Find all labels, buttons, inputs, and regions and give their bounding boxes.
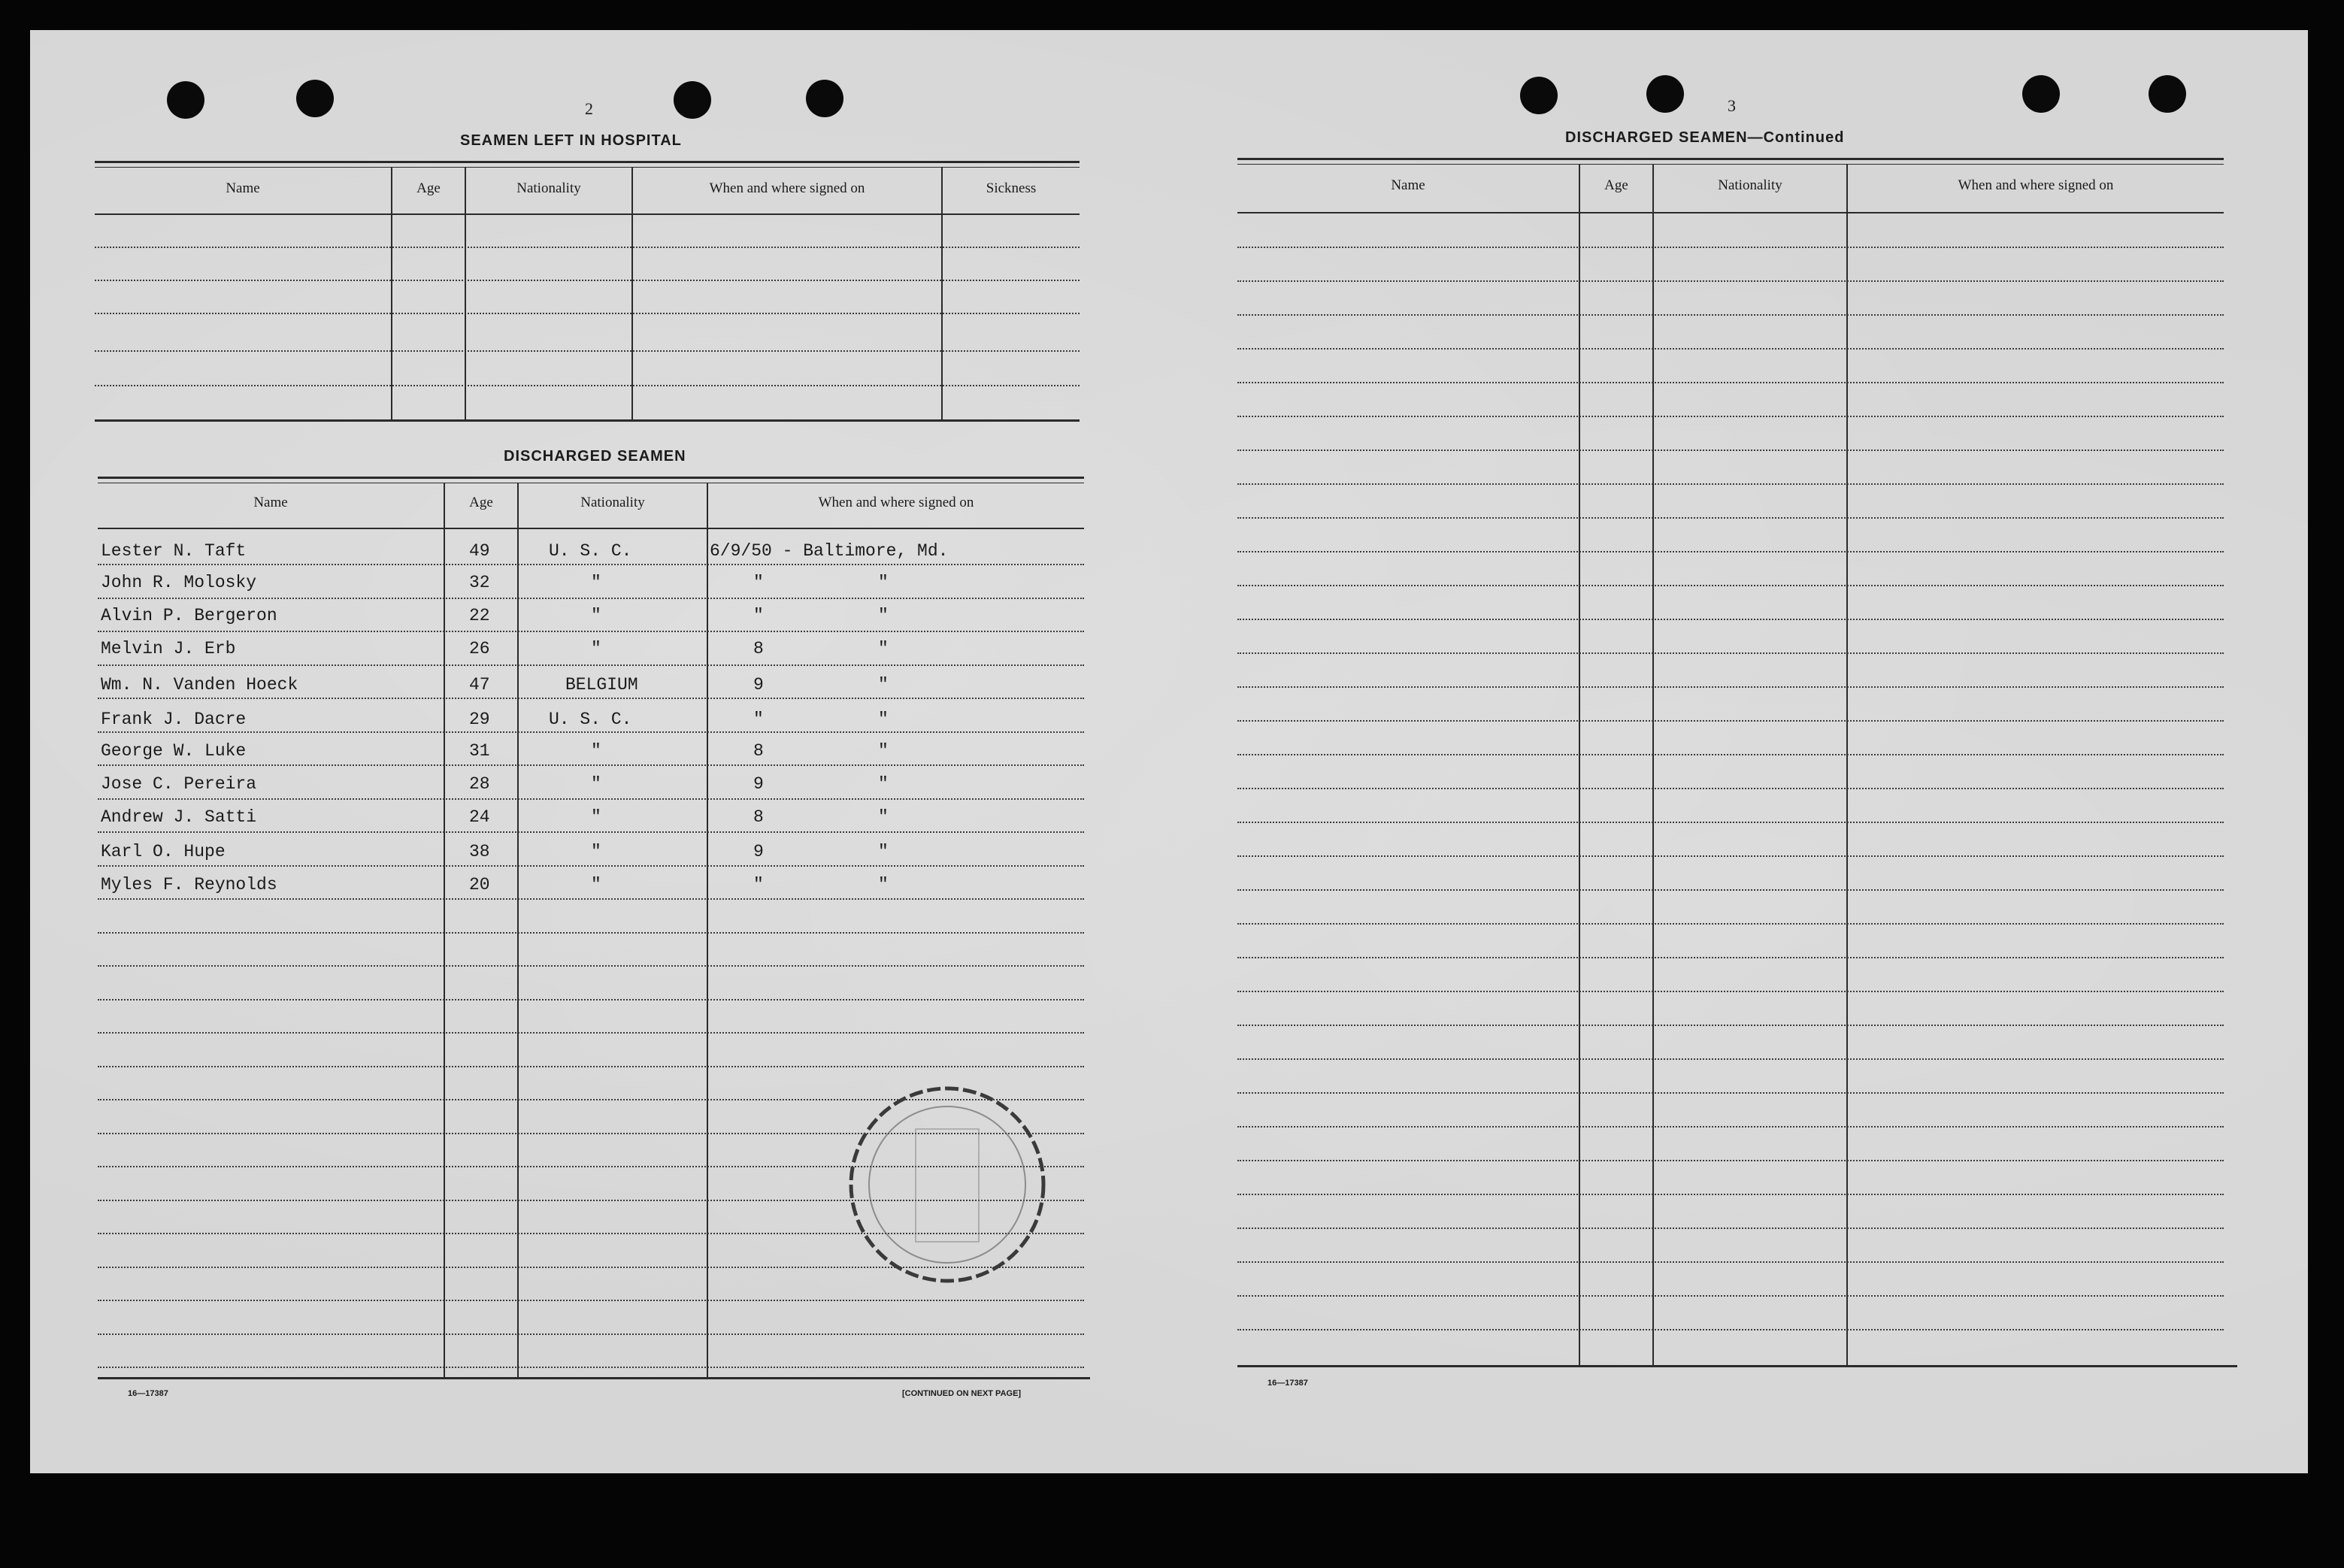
punch-hole <box>806 80 843 117</box>
ruled-line <box>1237 1160 2224 1161</box>
discharged-col-name: Name <box>253 495 288 510</box>
ruled-line <box>1237 652 2224 654</box>
discharged-row-nationality: U. S. C. <box>549 710 632 729</box>
ruled-line <box>1237 585 2224 586</box>
discharged-row-signed-place: " <box>878 875 889 894</box>
ruled-line <box>1237 1329 2224 1330</box>
discharged-row-name: Alvin P. Bergeron <box>101 606 277 625</box>
ruled-line <box>98 831 1084 833</box>
ruled-line <box>1237 991 2224 992</box>
punch-hole <box>1646 75 1684 113</box>
discharged-row-nationality: " <box>591 774 601 794</box>
ruled-line <box>98 1333 1084 1335</box>
punch-hole <box>674 81 711 119</box>
punch-hole <box>167 81 204 119</box>
ruled-line <box>1237 720 2224 722</box>
punch-hole <box>1520 77 1558 114</box>
discharged-row-signed-place: " <box>878 741 889 761</box>
punch-hole <box>2022 75 2060 113</box>
ruled-line <box>1237 1092 2224 1094</box>
discharged-row-age: 31 <box>469 741 490 761</box>
ruled-line <box>98 798 1084 800</box>
ruled-line <box>1237 1025 2224 1026</box>
discharged-col-signed-on: When and where signed on <box>818 495 974 510</box>
ruled-line <box>1237 957 2224 958</box>
discharged-row-name: Frank J. Dacre <box>101 710 247 729</box>
ruled-line <box>98 932 1084 934</box>
discharged-row-name: George W. Luke <box>101 741 247 761</box>
discharged-row-signed-place: " <box>878 639 889 658</box>
discharged-row-signed-date: " <box>753 573 764 592</box>
discharged-row-name: Melvin J. Erb <box>101 639 236 658</box>
discharged-row-name: Myles F. Reynolds <box>101 875 277 894</box>
ruled-line <box>1237 923 2224 925</box>
right-col-nationality: Nationality <box>1718 177 1782 193</box>
ruled-line <box>98 564 1084 565</box>
discharged-row-age: 47 <box>469 675 490 695</box>
ruled-line <box>98 999 1084 1000</box>
discharged-row-age: 24 <box>469 807 490 827</box>
hospital-section-title: SEAMEN LEFT IN HOSPITAL <box>460 132 682 149</box>
discharged-row-nationality: " <box>591 875 601 894</box>
discharged-row-age: 32 <box>469 573 490 592</box>
circular-stamp <box>827 1064 1068 1305</box>
discharged-col-nationality: Nationality <box>580 495 645 510</box>
discharged-row-signed-date: 6/9/50 - Baltimore, Md. <box>710 541 949 561</box>
discharged-row-signed-date: 8 <box>753 639 764 658</box>
discharged-row-name: John R. Molosky <box>101 573 257 592</box>
ruled-line <box>98 598 1084 599</box>
discharged-row-nationality: " <box>591 842 601 861</box>
ruled-line <box>1237 788 2224 789</box>
ruled-line <box>98 631 1084 632</box>
discharged-row-nationality: " <box>591 606 601 625</box>
discharged-row-signed-date: 9 <box>753 842 764 861</box>
discharged-row-name: Lester N. Taft <box>101 541 247 561</box>
discharged-row-signed-date: " <box>753 710 764 729</box>
discharged-row-age: 29 <box>469 710 490 729</box>
ruled-line <box>98 698 1084 699</box>
ruled-line <box>1237 382 2224 383</box>
continued-note: [CONTINUED ON NEXT PAGE] <box>902 1389 1022 1398</box>
discharged-row-signed-date: 9 <box>753 774 764 794</box>
ruled-line <box>98 1032 1084 1034</box>
discharged-row-signed-place: " <box>878 675 889 695</box>
ruled-line <box>98 764 1084 766</box>
ruled-line <box>98 731 1084 733</box>
discharged-row-name: Wm. N. Vanden Hoeck <box>101 675 298 695</box>
discharged-row-signed-place: " <box>878 606 889 625</box>
discharged-row-name: Karl O. Hupe <box>101 842 226 861</box>
discharged-row-age: 22 <box>469 606 490 625</box>
discharged-row-nationality: " <box>591 741 601 761</box>
punch-hole <box>2149 75 2186 113</box>
discharged-row-nationality: U. S. C. <box>549 541 632 561</box>
right-col-age: Age <box>1604 177 1628 193</box>
discharged-row-name: Jose C. Pereira <box>101 774 257 794</box>
ruled-line <box>1237 1126 2224 1128</box>
discharged-col-age: Age <box>469 495 493 510</box>
discharged-row-name: Andrew J. Satti <box>101 807 257 827</box>
ruled-line <box>1237 517 2224 519</box>
discharged-section-title: DISCHARGED SEAMEN <box>504 448 686 465</box>
page-number-right: 3 <box>1728 96 1736 115</box>
ruled-line <box>1237 1227 2224 1229</box>
ruled-line <box>98 965 1084 967</box>
ruled-line <box>1237 1295 2224 1297</box>
discharged-row-age: 20 <box>469 875 490 894</box>
ruled-line <box>98 898 1084 900</box>
ruled-line <box>1237 483 2224 485</box>
discharged-row-age: 38 <box>469 842 490 861</box>
hospital-col-sickness: Sickness <box>986 180 1037 196</box>
ruled-line <box>1237 686 2224 688</box>
ruled-line <box>98 1367 1084 1368</box>
ruled-line <box>1237 551 2224 552</box>
ruled-line <box>1237 1261 2224 1263</box>
hospital-col-signed-on: When and where signed on <box>709 180 865 196</box>
hospital-col-nationality: Nationality <box>516 180 581 196</box>
punch-hole <box>296 80 334 117</box>
discharged-row-age: 49 <box>469 541 490 561</box>
discharged-row-signed-place: " <box>878 710 889 729</box>
discharged-row-signed-place: " <box>878 774 889 794</box>
hospital-col-age: Age <box>416 180 441 196</box>
discharged-row-signed-date: 9 <box>753 675 764 695</box>
discharged-row-nationality: BELGIUM <box>565 675 638 695</box>
ruled-line <box>98 865 1084 867</box>
ruled-line <box>1237 1058 2224 1060</box>
discharged-row-signed-place: " <box>878 807 889 827</box>
page-number-left: 2 <box>585 99 593 118</box>
discharged-row-signed-date: " <box>753 875 764 894</box>
discharged-row-signed-place: " <box>878 573 889 592</box>
discharged-row-nationality: " <box>591 639 601 658</box>
ruled-line <box>1237 619 2224 620</box>
hospital-col-name: Name <box>226 180 260 196</box>
ruled-line <box>1237 314 2224 316</box>
ruled-line <box>98 664 1084 666</box>
discharged-row-signed-date: " <box>753 606 764 625</box>
discharged-row-nationality: " <box>591 807 601 827</box>
ruled-line <box>1237 348 2224 350</box>
ruled-line <box>1237 889 2224 891</box>
discharged-row-signed-date: 8 <box>753 807 764 827</box>
ruled-line <box>1237 1194 2224 1195</box>
discharged-row-nationality: " <box>591 573 601 592</box>
ruled-line <box>1237 855 2224 857</box>
discharged-row-signed-date: 8 <box>753 741 764 761</box>
right-section-title: DISCHARGED SEAMEN—Continued <box>1565 129 1845 146</box>
ruled-line <box>1237 754 2224 755</box>
ruled-line <box>1237 247 2224 248</box>
discharged-row-age: 28 <box>469 774 490 794</box>
discharged-row-signed-place: " <box>878 842 889 861</box>
discharged-row-age: 26 <box>469 639 490 658</box>
ruled-line <box>1237 450 2224 451</box>
ruled-line <box>1237 416 2224 417</box>
form-number-left: 16—17387 <box>128 1389 168 1398</box>
ruled-line <box>1237 280 2224 282</box>
right-col-signed-on: When and where signed on <box>1958 177 2114 193</box>
form-number-right: 16—17387 <box>1267 1379 1308 1388</box>
right-col-name: Name <box>1391 177 1425 193</box>
ruled-line <box>1237 822 2224 823</box>
